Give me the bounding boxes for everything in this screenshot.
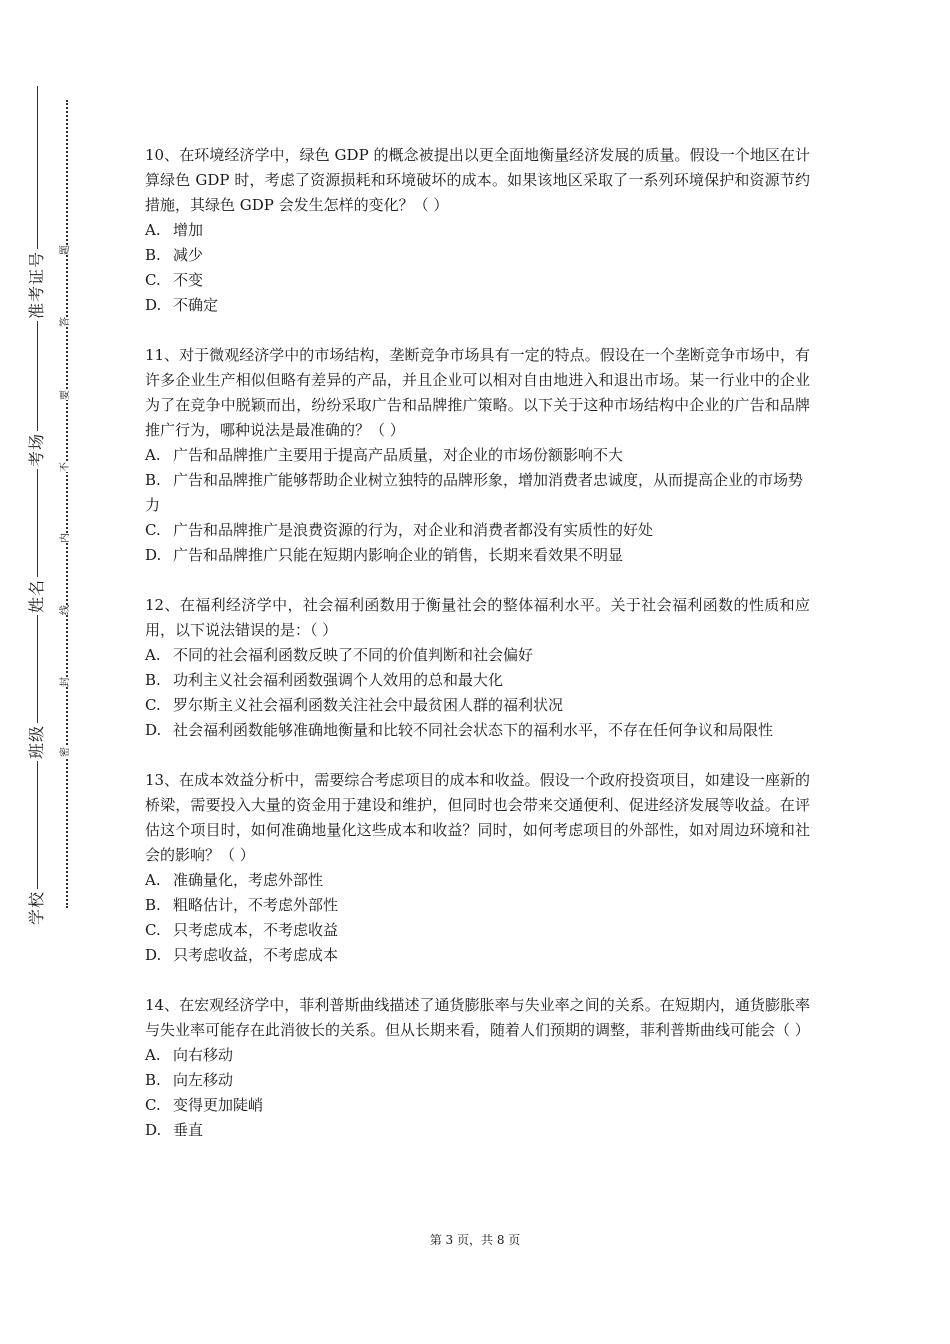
option-letter: B. [145,896,161,914]
option-text: 只考虑成本，不考虑收益 [173,921,339,939]
seal-char: 不 [60,462,71,472]
option-a [145,218,810,243]
exam-number-label: 准考证号 [27,250,46,320]
option-letter: C. [145,696,161,714]
option-letter: A. [145,1046,161,1064]
binding-margin [0,0,110,1344]
option-text: 罗尔斯主义社会福利函数关注社会中最贫困人群的福利状况 [173,696,564,714]
option-b [145,468,810,518]
question-10 [145,143,810,318]
seal-char: 线 [60,605,71,615]
option-letter: C. [145,521,161,539]
option-a [145,643,810,668]
question-stem: 11、对于微观经济学中的市场结构，垄断竞争市场具有一定的特点。假设在一个垄断竞争市场中，有许多企业生产相似但略有差异的产品，并且企业可以相对自由地进入和退出市场。某一行业中的企业为了在竞争中脱颖而出，纷纷采取广告和品牌推广策略。以下关于这种市场结构中企业的广告和品牌推广行为，哪种说法是最准确的？（ ） [145,346,810,439]
option-text: 向右移动 [173,1046,234,1064]
option-text: 垂直 [173,1121,204,1139]
option-text: 广告和品牌推广能够帮助企业树立独特的品牌形象，增加消费者忠诚度，从而提高企业的市场势力 [145,471,804,514]
option-letter: D. [145,296,162,314]
option-b [145,893,810,918]
option-c [145,693,810,718]
question-12 [145,593,810,743]
question-stem: 12、在福利经济学中，社会福利函数用于衡量社会的整体福利水平。关于社会福利函数的性质和应用，以下说法错误的是：（ ） [145,596,810,639]
option-b [145,243,810,268]
seal-dotted-line [66,100,68,908]
class-label: 班级 [27,724,46,760]
option-d [145,543,810,568]
question-stem: 10、在环境经济学中，绿色 GDP 的概念被提出以更全面地衡量经济发展的质量。假设一个地区在计算绿色 GDP 时，考虑了资源损耗和环境破坏的成本。如果该地区采取了一系列环境保护和资源节约措施，其绿色 GDP 会发生怎样的变化？（ ） [145,146,810,214]
option-text: 功利主义社会福利函数强调个人效用的总和最大化 [173,671,504,689]
seal-char: 答 [60,317,71,327]
option-letter: D. [145,546,162,564]
option-text: 减少 [173,246,204,264]
option-d [145,1118,810,1143]
option-text: 不变 [173,271,204,289]
option-text: 广告和品牌推广主要用于提高产品质量，对企业的市场份额影响不大 [173,446,624,464]
option-text: 变得更加陡峭 [173,1096,264,1114]
seal-char: 内 [60,533,71,543]
seal-char: 密 [60,747,71,757]
question-stem: 13、在成本效益分析中，需要综合考虑项目的成本和收益。假设一个政府投资项目，如建设一座新的桥梁，需要投入大量的资金用于建设和维护，但同时也会带来交通便利、促进经济发展等收益。在评估这个项目时，如何准确地量化这些成本和收益？同时，如何考虑项目的外部性，如对周边环境和社会的影响？（ ） [145,771,810,864]
option-a [145,868,810,893]
option-letter: C. [145,1096,161,1114]
option-letter: A. [145,221,161,239]
option-text: 不确定 [173,296,219,314]
option-letter: B. [145,671,161,689]
option-letter: A. [145,871,161,889]
exam-room-label: 考场 [27,432,46,468]
option-text: 增加 [173,221,204,239]
question-11 [145,343,810,568]
option-c [145,918,810,943]
question-stem: 14、在宏观经济学中，菲利普斯曲线描述了通货膨胀率与失业率之间的关系。在短期内，通货膨胀率与失业率可能存在此消彼长的关系。但从长期来看，随着人们预期的调整，菲利普斯曲线可能会（ ） [145,996,810,1039]
option-text: 社会福利函数能够准确地衡量和比较不同社会状态下的福利水平，不存在任何争议和局限性 [173,721,774,739]
option-letter: A. [145,646,161,664]
option-text: 广告和品牌推广是浪费资源的行为，对企业和消费者都没有实质性的好处 [173,521,654,539]
option-letter: A. [145,446,161,464]
option-text: 不同的社会福利函数反映了不同的价值判断和社会偏好 [173,646,534,664]
school-label: 学校 [27,890,46,926]
question-14 [145,993,810,1143]
option-letter: B. [145,1071,161,1089]
question-13 [145,768,810,968]
option-letter: D. [145,721,162,739]
page-footer [0,1232,950,1248]
option-text: 向左移动 [173,1071,234,1089]
option-letter: D. [145,1121,162,1139]
option-a [145,1043,810,1068]
option-text: 广告和品牌推广只能在短期内影响企业的销售，长期来看效果不明显 [173,546,624,564]
page-number: 第 3 页，共 8 页 [429,1233,521,1247]
seal-char: 封 [60,677,71,687]
option-d [145,718,810,743]
option-letter: B. [145,246,161,264]
exam-content [145,143,810,1168]
option-d [145,293,810,318]
option-letter: D. [145,946,162,964]
option-c [145,1093,810,1118]
option-text: 只考虑收益，不考虑成本 [173,946,339,964]
option-a [145,443,810,468]
name-label: 姓名 [27,578,46,614]
option-b [145,1068,810,1093]
option-text: 准确量化，考虑外部性 [173,871,324,889]
option-c [145,268,810,293]
option-letter: B. [145,471,161,489]
option-letter: C. [145,921,161,939]
option-c [145,518,810,543]
seal-char: 题 [60,245,71,255]
seal-char: 要 [60,390,71,400]
option-letter: C. [145,271,161,289]
binding-solid-line [37,86,38,924]
option-d [145,943,810,968]
option-text: 粗略估计，不考虑外部性 [173,896,339,914]
option-b [145,668,810,693]
